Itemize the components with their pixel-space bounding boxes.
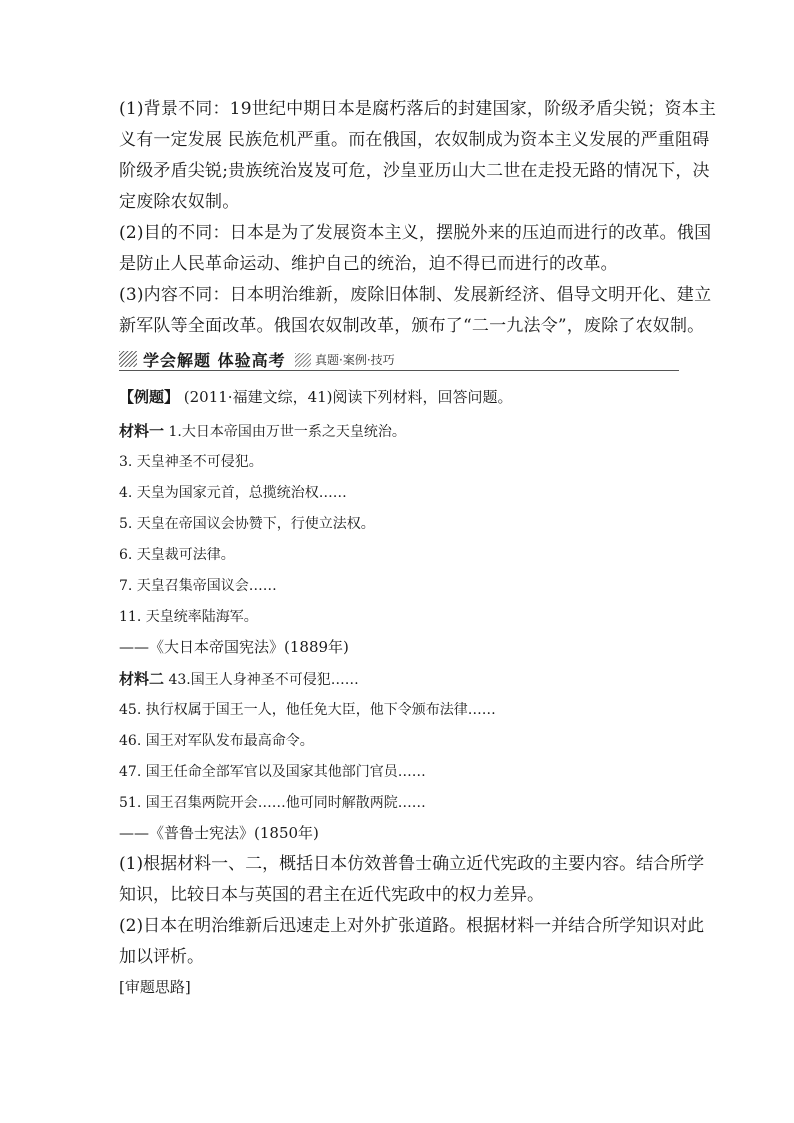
example-heading: [119, 386, 679, 407]
example-text: (2011·福建文综，41)阅读下列材料，回答问题。: [179, 388, 513, 406]
material2-line: [119, 668, 359, 689]
paragraph-content: [119, 280, 712, 342]
paragraph-purpose: [119, 218, 712, 280]
text-line: (2)日本在明治维新后迅速走上对外扩张道路。根据材料一并结合所学知识对此: [119, 916, 705, 936]
material1-line: 4. 天皇为国家元首，总揽统治权……: [119, 485, 347, 501]
question-2: [119, 911, 705, 973]
text-line: (1)背景不同：19世纪中期日本是腐朽落后的封建国家，阶级矛盾尖锐；资本主: [119, 99, 717, 119]
analysis-label: [审题思路]: [119, 978, 191, 996]
material1-line: 6. 天皇裁可法律。: [119, 547, 235, 563]
section-stripe-icon: [295, 353, 311, 367]
material1-text: 1.大日本帝国由万世一系之天皇统治。: [164, 424, 406, 440]
material1-line: [119, 420, 406, 441]
text-line: (3)内容不同：日本明治维新，废除旧体制、发展新经济、倡导文明开化、建立: [119, 285, 712, 305]
material1-line: 7. 天皇召集帝国议会……: [119, 578, 277, 594]
section-subtitle: 真题·案例·技巧: [315, 353, 395, 367]
text-line: 加以评析。: [119, 947, 204, 967]
text-line: 新军队等全面改革。俄国农奴制改革，颁布了“二一九法令”，废除了农奴制。: [119, 316, 705, 336]
material2-text: 43.国王人身神圣不可侵犯……: [164, 672, 359, 688]
material1-label: 材料一: [119, 422, 165, 440]
text-line: (2)目的不同：日本是为了发展资本主义，摆脱外来的压迫而进行的改革。俄国: [119, 223, 712, 243]
section-stripe-icon: [119, 351, 137, 367]
material2-line: 45. 执行权属于国王一人，他任免大臣，他下令颁布法律……: [119, 702, 496, 718]
text-line: (1)根据材料一、二，概括日本仿效普鲁士确立近代宪政的主要内容。结合所学: [119, 854, 705, 874]
paragraph-background: [119, 94, 717, 218]
material1-line: 5. 天皇在帝国议会协赞下，行使立法权。: [119, 516, 375, 532]
text-line: 知识，比较日本与英国的君主在近代宪政中的权力差异。: [119, 885, 544, 905]
section-divider: [119, 370, 679, 371]
text-line: 是防止人民革命运动、维护自己的统治，迫不得已而进行的改革。: [119, 254, 618, 274]
material2-line: 47. 国王任命全部军官以及国家其他部门官员……: [119, 764, 426, 780]
material2-label: 材料二: [119, 670, 165, 688]
material1-source: ——《大日本帝国宪法》(1889年): [119, 638, 349, 656]
section-title: 学会解题 体验高考: [143, 351, 286, 370]
text-line: 定废除农奴制。: [119, 192, 240, 212]
material2-line: 46. 国王对军队发布最高命令。: [119, 733, 314, 749]
material1-line: 3. 天皇神圣不可侵犯。: [119, 454, 263, 470]
section-header: [119, 349, 679, 371]
material2-source: ——《普鲁士宪法》(1850年): [119, 824, 319, 842]
material1-line: 11. 天皇统率陆海军。: [119, 609, 258, 625]
material2-line: 51. 国王召集两院开会……他可同时解散两院……: [119, 795, 426, 811]
text-line: 阶级矛盾尖锐;贵族统治岌岌可危，沙皇亚历山大二世在走投无路的情况下，决: [119, 161, 710, 181]
text-line: 义有一定发展 民族危机严重。而在俄国，农奴制成为资本主义发展的严重阻碍: [119, 130, 710, 150]
example-label: 【例题】: [119, 388, 180, 406]
question-1: [119, 849, 705, 911]
